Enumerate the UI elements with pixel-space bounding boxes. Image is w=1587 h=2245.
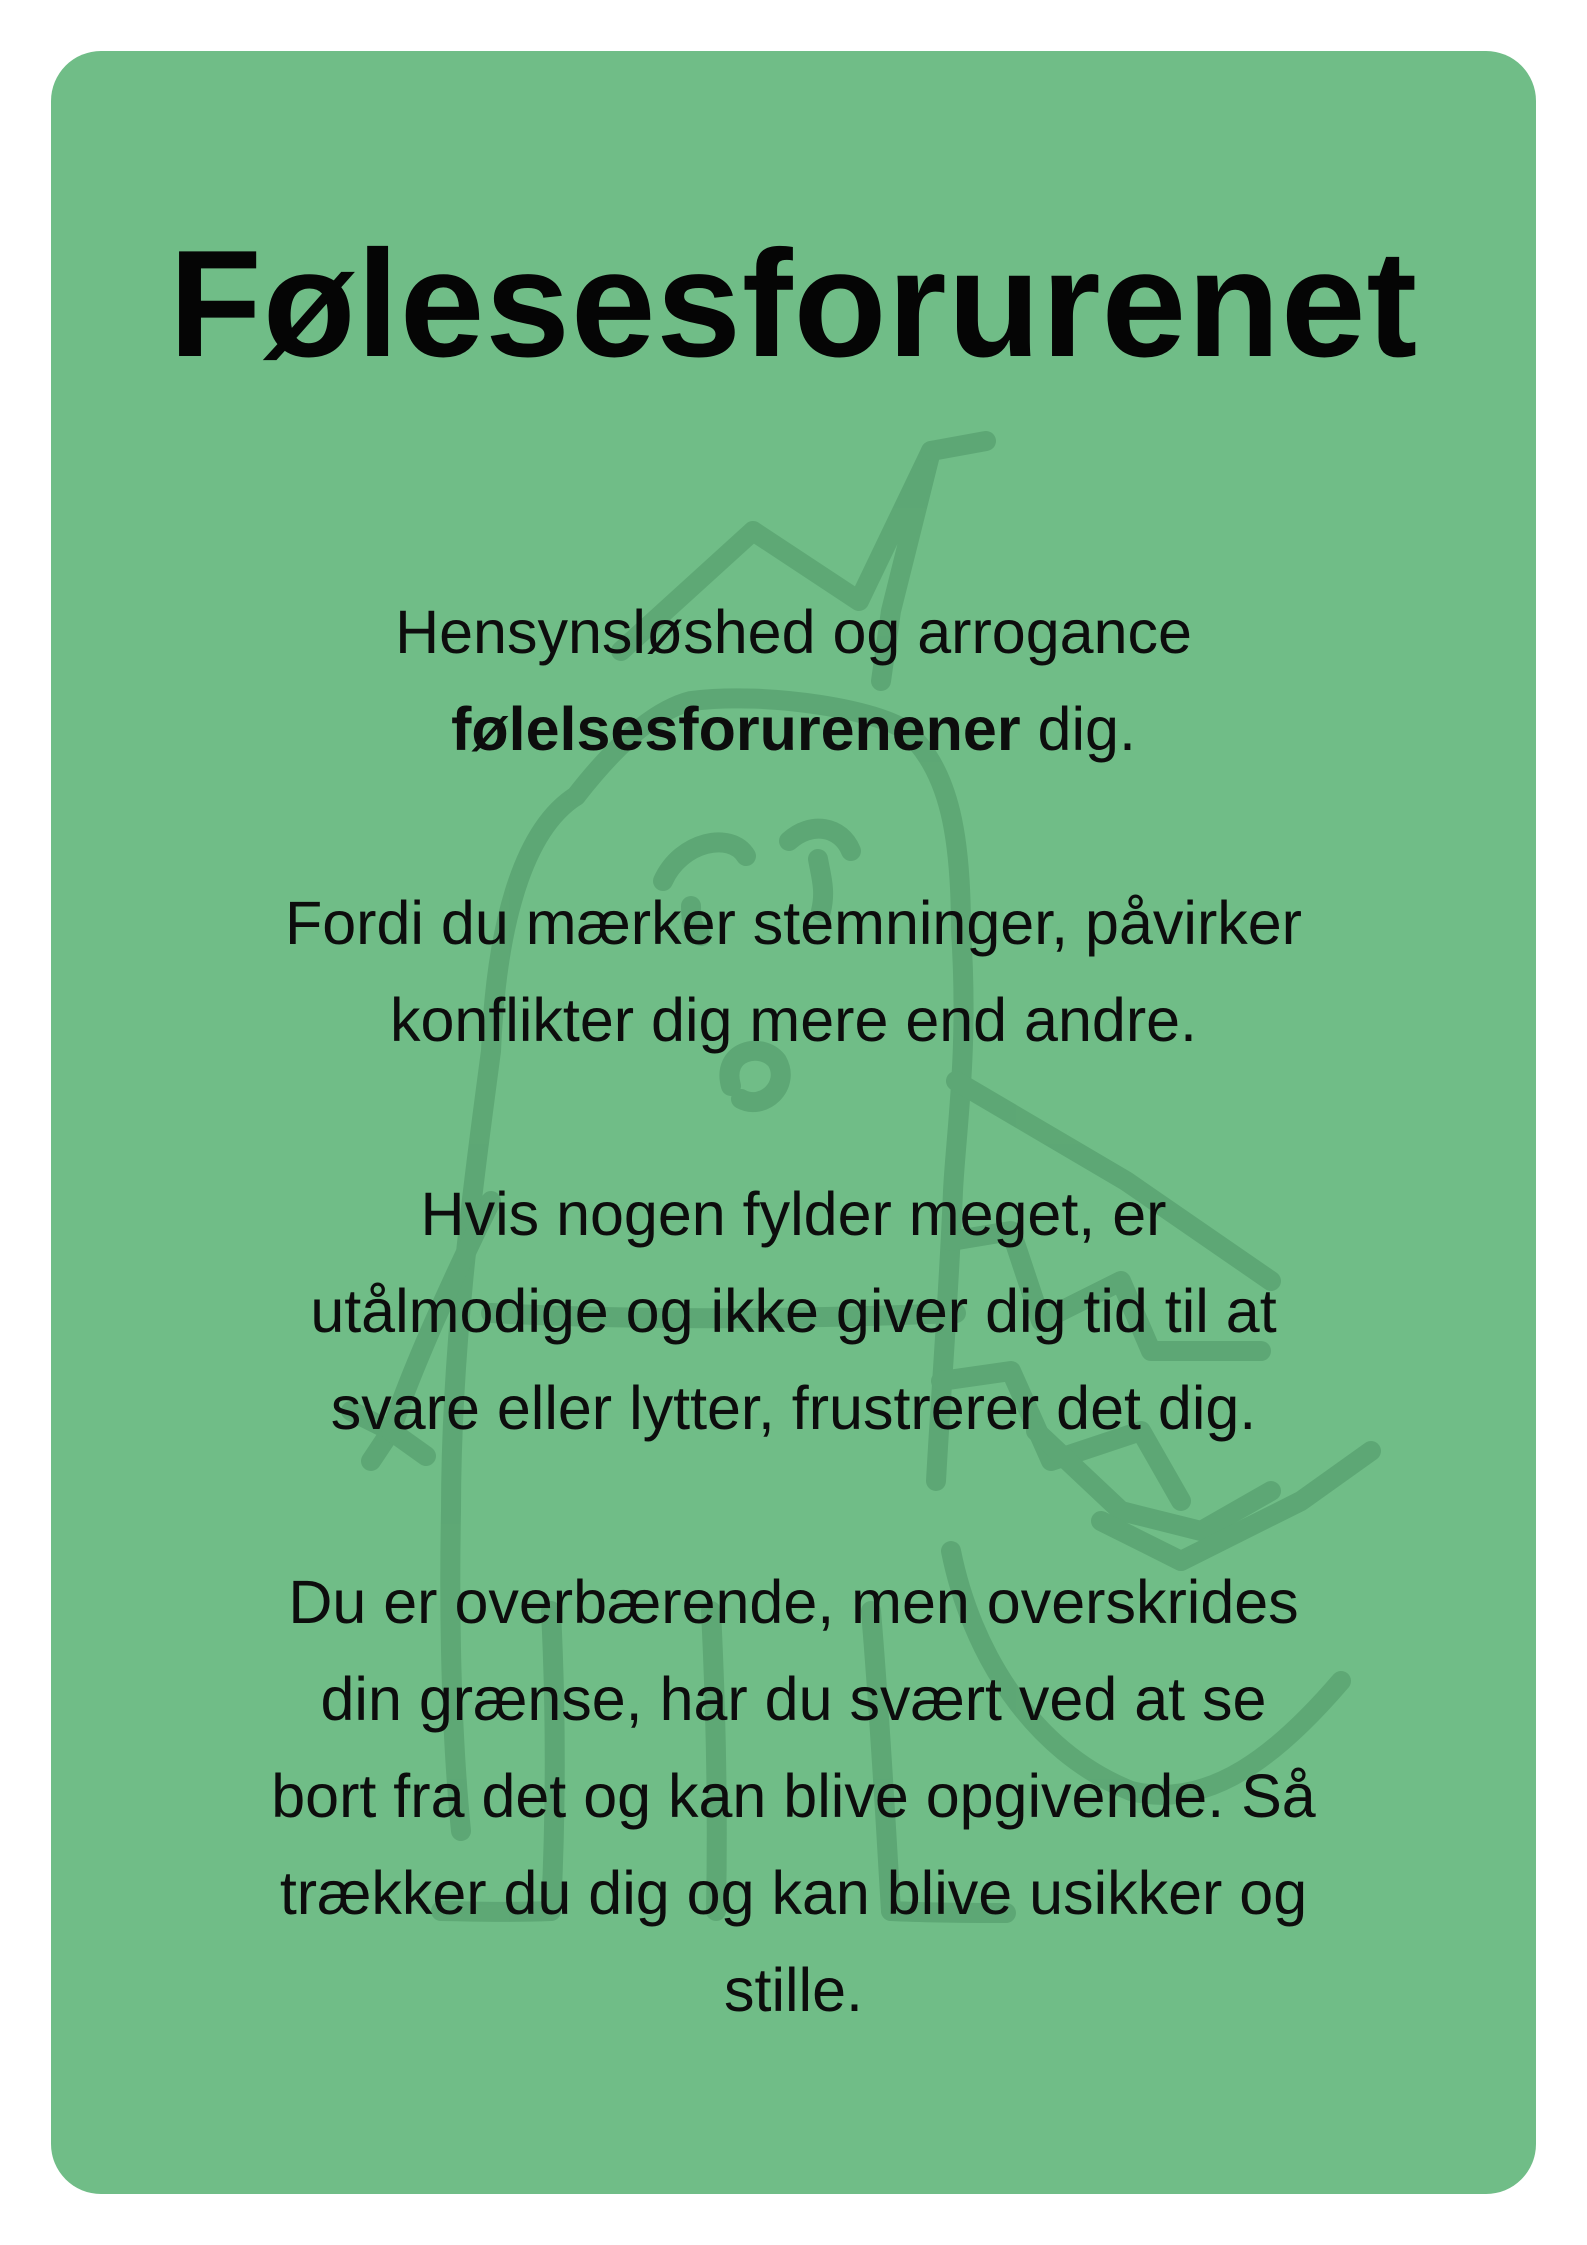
paragraph-4-line-2: din grænse, har du svært ved at se bbox=[320, 1665, 1267, 1733]
paragraph-4-line-1: Du er overbærende, men overskrides bbox=[288, 1568, 1299, 1636]
paragraph-1-rest: dig. bbox=[1020, 695, 1136, 763]
card-title: Følesesforurenet bbox=[168, 219, 1419, 389]
paragraph-2 bbox=[151, 875, 1436, 1069]
paragraph-4-line-5: stille. bbox=[724, 1956, 863, 2024]
paragraph-4-line-3: bort fra det og kan blive opgivende. Så bbox=[271, 1762, 1316, 1830]
paragraph-2-line-2: konflikter dig mere end andre. bbox=[390, 986, 1197, 1054]
card-body bbox=[151, 584, 1436, 2039]
paragraph-1 bbox=[151, 584, 1436, 778]
paragraph-3-line-1: Hvis nogen fylder meget, er bbox=[420, 1180, 1167, 1248]
paragraph-3-line-3: svare eller lytter, frustrerer det dig. bbox=[330, 1374, 1257, 1442]
paragraph-1-line-1: Hensynsløshed og arrogance bbox=[395, 598, 1192, 666]
paragraph-1-bold-word: følelsesforurenener bbox=[451, 695, 1021, 763]
info-card bbox=[51, 51, 1536, 2194]
paragraph-3-line-2: utålmodige og ikke giver dig tid til at bbox=[310, 1277, 1277, 1345]
paragraph-2-line-1: Fordi du mærker stemninger, påvirker bbox=[284, 889, 1302, 957]
paragraph-3 bbox=[151, 1166, 1436, 1457]
paragraph-4-line-4: trækker du dig og kan blive usikker og bbox=[279, 1859, 1308, 1927]
paragraph-4 bbox=[151, 1554, 1436, 2039]
